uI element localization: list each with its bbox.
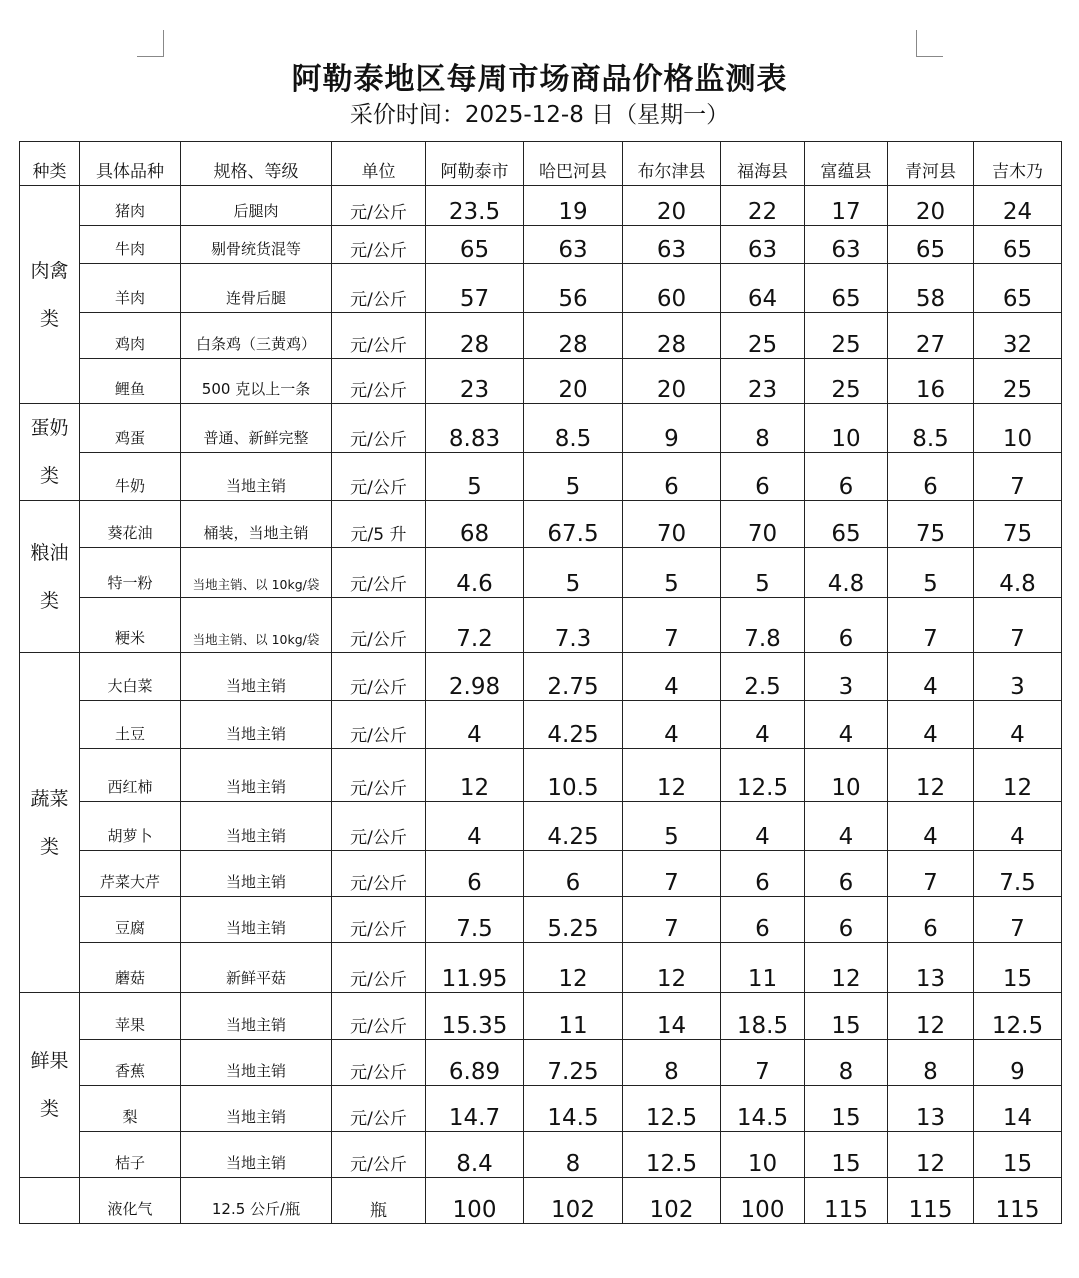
price-cell: 6 bbox=[426, 851, 524, 897]
price-table bbox=[19, 141, 1062, 1224]
price-cell: 12 bbox=[623, 749, 721, 802]
price-cell: 63 bbox=[805, 226, 888, 264]
item-spec: 当地主销 bbox=[181, 1132, 332, 1178]
price-cell: 100 bbox=[426, 1178, 524, 1224]
price-cell: 7 bbox=[721, 1040, 805, 1086]
item-spec: 当地主销 bbox=[181, 993, 332, 1040]
price-cell: 5.25 bbox=[524, 897, 623, 943]
table-row bbox=[20, 1086, 1062, 1132]
item-unit: 元/公斤 bbox=[332, 264, 426, 313]
item-name: 葵花油 bbox=[80, 501, 181, 548]
price-cell: 5 bbox=[623, 802, 721, 851]
item-unit: 元/公斤 bbox=[332, 851, 426, 897]
price-cell: 14.7 bbox=[426, 1086, 524, 1132]
price-cell: 14 bbox=[623, 993, 721, 1040]
price-cell: 65 bbox=[805, 264, 888, 313]
price-cell: 10 bbox=[974, 404, 1062, 453]
category-cell: 鲜果 类 bbox=[20, 993, 80, 1178]
price-cell: 12 bbox=[524, 943, 623, 993]
price-cell: 8.83 bbox=[426, 404, 524, 453]
price-cell: 6 bbox=[805, 897, 888, 943]
price-cell: 12.5 bbox=[623, 1132, 721, 1178]
table-row bbox=[20, 1132, 1062, 1178]
item-name: 梨 bbox=[80, 1086, 181, 1132]
price-cell: 65 bbox=[974, 264, 1062, 313]
price-cell: 102 bbox=[524, 1178, 623, 1224]
item-spec: 当地主销、以 10kg/袋 bbox=[181, 548, 332, 598]
item-spec: 当地主销 bbox=[181, 749, 332, 802]
item-name: 西红柿 bbox=[80, 749, 181, 802]
item-spec: 连骨后腿 bbox=[181, 264, 332, 313]
price-cell: 6 bbox=[805, 851, 888, 897]
item-spec: 桶装，当地主销 bbox=[181, 501, 332, 548]
price-cell: 70 bbox=[623, 501, 721, 548]
price-cell: 4 bbox=[623, 653, 721, 701]
price-cell: 4 bbox=[888, 701, 974, 749]
item-spec: 白条鸡（三黄鸡） bbox=[181, 313, 332, 359]
page-corner-mark-right bbox=[916, 30, 943, 57]
table-row bbox=[20, 802, 1062, 851]
table-row bbox=[20, 598, 1062, 653]
price-cell: 7 bbox=[974, 897, 1062, 943]
item-unit: 元/公斤 bbox=[332, 802, 426, 851]
price-cell: 75 bbox=[974, 501, 1062, 548]
item-spec: 500 克以上一条 bbox=[181, 359, 332, 404]
price-cell: 12.5 bbox=[721, 749, 805, 802]
price-cell: 32 bbox=[974, 313, 1062, 359]
price-cell: 63 bbox=[721, 226, 805, 264]
price-cell: 60 bbox=[623, 264, 721, 313]
item-name: 鸡肉 bbox=[80, 313, 181, 359]
price-cell: 6 bbox=[623, 453, 721, 501]
price-cell: 20 bbox=[524, 359, 623, 404]
item-spec: 新鲜平菇 bbox=[181, 943, 332, 993]
price-cell: 6.89 bbox=[426, 1040, 524, 1086]
item-spec: 当地主销 bbox=[181, 701, 332, 749]
price-cell: 12.5 bbox=[623, 1086, 721, 1132]
price-cell: 25 bbox=[805, 313, 888, 359]
table-row bbox=[20, 851, 1062, 897]
price-cell: 12.5 bbox=[974, 993, 1062, 1040]
table-row bbox=[20, 501, 1062, 548]
price-cell: 5 bbox=[426, 453, 524, 501]
price-cell: 5 bbox=[888, 548, 974, 598]
document-title: 阿勒泰地区每周市场商品价格监测表 bbox=[291, 62, 788, 97]
column-header: 布尔津县 bbox=[623, 142, 721, 186]
item-spec: 当地主销 bbox=[181, 453, 332, 501]
price-cell: 15.35 bbox=[426, 993, 524, 1040]
price-cell: 65 bbox=[974, 226, 1062, 264]
item-unit: 元/公斤 bbox=[332, 548, 426, 598]
price-cell: 57 bbox=[426, 264, 524, 313]
column-header: 单位 bbox=[332, 142, 426, 186]
price-cell: 58 bbox=[888, 264, 974, 313]
price-cell: 65 bbox=[888, 226, 974, 264]
price-cell: 4.25 bbox=[524, 701, 623, 749]
table-row bbox=[20, 359, 1062, 404]
price-cell: 13 bbox=[888, 1086, 974, 1132]
item-name: 豆腐 bbox=[80, 897, 181, 943]
price-cell: 25 bbox=[721, 313, 805, 359]
price-cell: 7.8 bbox=[721, 598, 805, 653]
item-spec: 当地主销、以 10kg/袋 bbox=[181, 598, 332, 653]
item-name: 粳米 bbox=[80, 598, 181, 653]
table-row bbox=[20, 653, 1062, 701]
price-cell: 7.5 bbox=[974, 851, 1062, 897]
price-cell: 10 bbox=[805, 749, 888, 802]
price-cell: 28 bbox=[623, 313, 721, 359]
price-cell: 20 bbox=[623, 359, 721, 404]
category-cell: 蔬菜 类 bbox=[20, 653, 80, 993]
price-cell: 7.2 bbox=[426, 598, 524, 653]
item-unit: 元/公斤 bbox=[332, 1086, 426, 1132]
table-row bbox=[20, 404, 1062, 453]
price-cell: 27 bbox=[888, 313, 974, 359]
table-row bbox=[20, 897, 1062, 943]
price-cell: 25 bbox=[805, 359, 888, 404]
item-unit: 元/公斤 bbox=[332, 897, 426, 943]
item-unit: 瓶 bbox=[332, 1178, 426, 1224]
price-cell: 4 bbox=[974, 701, 1062, 749]
price-cell: 23.5 bbox=[426, 186, 524, 226]
table-row bbox=[20, 186, 1062, 226]
category-cell: 蛋奶 类 bbox=[20, 404, 80, 501]
price-cell: 64 bbox=[721, 264, 805, 313]
price-cell: 8 bbox=[524, 1132, 623, 1178]
price-cell: 20 bbox=[888, 186, 974, 226]
column-header: 规格、等级 bbox=[181, 142, 332, 186]
price-cell: 15 bbox=[805, 1132, 888, 1178]
item-spec: 当地主销 bbox=[181, 897, 332, 943]
table-row bbox=[20, 226, 1062, 264]
price-cell: 11.95 bbox=[426, 943, 524, 993]
item-spec: 当地主销 bbox=[181, 1040, 332, 1086]
price-cell: 68 bbox=[426, 501, 524, 548]
price-cell: 7 bbox=[974, 453, 1062, 501]
column-header: 青河县 bbox=[888, 142, 974, 186]
table-row bbox=[20, 749, 1062, 802]
price-cell: 67.5 bbox=[524, 501, 623, 548]
price-cell: 7.25 bbox=[524, 1040, 623, 1086]
price-cell: 6 bbox=[888, 897, 974, 943]
item-name: 鲤鱼 bbox=[80, 359, 181, 404]
item-spec: 当地主销 bbox=[181, 851, 332, 897]
item-spec: 当地主销 bbox=[181, 1086, 332, 1132]
price-cell: 4 bbox=[888, 653, 974, 701]
price-cell: 6 bbox=[721, 453, 805, 501]
price-cell: 10 bbox=[805, 404, 888, 453]
price-cell: 7 bbox=[888, 851, 974, 897]
price-cell: 4 bbox=[623, 701, 721, 749]
price-cell: 102 bbox=[623, 1178, 721, 1224]
price-cell: 28 bbox=[426, 313, 524, 359]
price-cell: 65 bbox=[426, 226, 524, 264]
price-cell: 16 bbox=[888, 359, 974, 404]
price-cell: 100 bbox=[721, 1178, 805, 1224]
price-cell: 15 bbox=[805, 1086, 888, 1132]
column-header: 阿勒泰市 bbox=[426, 142, 524, 186]
price-cell: 8.4 bbox=[426, 1132, 524, 1178]
table-row bbox=[20, 1178, 1062, 1224]
item-unit: 元/公斤 bbox=[332, 404, 426, 453]
price-cell: 10 bbox=[721, 1132, 805, 1178]
price-cell: 70 bbox=[721, 501, 805, 548]
price-cell: 12 bbox=[805, 943, 888, 993]
price-cell: 2.98 bbox=[426, 653, 524, 701]
price-cell: 15 bbox=[805, 993, 888, 1040]
price-cell: 8.5 bbox=[524, 404, 623, 453]
price-cell: 6 bbox=[721, 851, 805, 897]
item-unit: 元/公斤 bbox=[332, 653, 426, 701]
price-cell: 12 bbox=[426, 749, 524, 802]
price-cell: 23 bbox=[721, 359, 805, 404]
page-corner-mark-left bbox=[137, 30, 164, 57]
price-cell: 7 bbox=[888, 598, 974, 653]
column-header: 福海县 bbox=[721, 142, 805, 186]
price-cell: 5 bbox=[721, 548, 805, 598]
price-cell: 7.5 bbox=[426, 897, 524, 943]
price-cell: 12 bbox=[974, 749, 1062, 802]
price-cell: 13 bbox=[888, 943, 974, 993]
item-name: 蘑菇 bbox=[80, 943, 181, 993]
price-cell: 7.3 bbox=[524, 598, 623, 653]
price-cell: 63 bbox=[623, 226, 721, 264]
price-cell: 17 bbox=[805, 186, 888, 226]
item-name: 土豆 bbox=[80, 701, 181, 749]
column-header: 富蕴县 bbox=[805, 142, 888, 186]
category-cell: 粮油 类 bbox=[20, 501, 80, 653]
table-row bbox=[20, 701, 1062, 749]
item-spec: 普通、新鲜完整 bbox=[181, 404, 332, 453]
price-cell: 8 bbox=[623, 1040, 721, 1086]
item-name: 羊肉 bbox=[80, 264, 181, 313]
header-row bbox=[20, 142, 1062, 186]
price-cell: 4 bbox=[805, 701, 888, 749]
item-name: 芹菜大芹 bbox=[80, 851, 181, 897]
price-cell: 18.5 bbox=[721, 993, 805, 1040]
price-cell: 6 bbox=[888, 453, 974, 501]
item-unit: 元/公斤 bbox=[332, 993, 426, 1040]
price-cell: 115 bbox=[888, 1178, 974, 1224]
item-name: 猪肉 bbox=[80, 186, 181, 226]
price-cell: 6 bbox=[805, 453, 888, 501]
item-unit: 元/5 升 bbox=[332, 501, 426, 548]
price-cell: 12 bbox=[888, 1132, 974, 1178]
column-header: 哈巴河县 bbox=[524, 142, 623, 186]
table-row bbox=[20, 313, 1062, 359]
item-unit: 元/公斤 bbox=[332, 313, 426, 359]
item-name: 牛肉 bbox=[80, 226, 181, 264]
item-name: 液化气 bbox=[80, 1178, 181, 1224]
price-cell: 4 bbox=[805, 802, 888, 851]
item-unit: 元/公斤 bbox=[332, 226, 426, 264]
price-cell: 24 bbox=[974, 186, 1062, 226]
price-cell: 11 bbox=[524, 993, 623, 1040]
document-subtitle: 采价时间：2025-12-8 日（星期一） bbox=[349, 102, 730, 128]
price-cell: 15 bbox=[974, 1132, 1062, 1178]
price-cell: 11 bbox=[721, 943, 805, 993]
price-cell: 4 bbox=[888, 802, 974, 851]
price-cell: 6 bbox=[721, 897, 805, 943]
price-cell: 7 bbox=[974, 598, 1062, 653]
price-cell: 4 bbox=[721, 701, 805, 749]
price-cell: 115 bbox=[974, 1178, 1062, 1224]
price-cell: 9 bbox=[974, 1040, 1062, 1086]
price-cell: 14.5 bbox=[524, 1086, 623, 1132]
item-unit: 元/公斤 bbox=[332, 359, 426, 404]
price-cell: 8 bbox=[721, 404, 805, 453]
table-row bbox=[20, 943, 1062, 993]
price-cell: 2.5 bbox=[721, 653, 805, 701]
item-spec: 剔骨统货混等 bbox=[181, 226, 332, 264]
price-cell: 25 bbox=[974, 359, 1062, 404]
item-unit: 元/公斤 bbox=[332, 1040, 426, 1086]
price-cell: 4.8 bbox=[805, 548, 888, 598]
table-row bbox=[20, 453, 1062, 501]
item-unit: 元/公斤 bbox=[332, 1132, 426, 1178]
price-cell: 5 bbox=[524, 453, 623, 501]
item-unit: 元/公斤 bbox=[332, 701, 426, 749]
price-cell: 65 bbox=[805, 501, 888, 548]
price-cell: 10.5 bbox=[524, 749, 623, 802]
price-cell: 20 bbox=[623, 186, 721, 226]
price-cell: 3 bbox=[805, 653, 888, 701]
item-unit: 元/公斤 bbox=[332, 453, 426, 501]
price-cell: 28 bbox=[524, 313, 623, 359]
price-cell: 75 bbox=[888, 501, 974, 548]
price-cell: 9 bbox=[623, 404, 721, 453]
table-row bbox=[20, 1040, 1062, 1086]
price-cell: 4 bbox=[426, 802, 524, 851]
item-name: 胡萝卜 bbox=[80, 802, 181, 851]
table-row bbox=[20, 993, 1062, 1040]
price-cell: 4 bbox=[721, 802, 805, 851]
item-name: 桔子 bbox=[80, 1132, 181, 1178]
item-name: 特一粉 bbox=[80, 548, 181, 598]
column-header: 吉木乃 bbox=[974, 142, 1062, 186]
price-cell: 63 bbox=[524, 226, 623, 264]
price-cell: 2.75 bbox=[524, 653, 623, 701]
item-name: 鸡蛋 bbox=[80, 404, 181, 453]
item-name: 牛奶 bbox=[80, 453, 181, 501]
price-cell: 8 bbox=[805, 1040, 888, 1086]
price-cell: 7 bbox=[623, 897, 721, 943]
item-name: 大白菜 bbox=[80, 653, 181, 701]
category-cell bbox=[20, 1178, 80, 1224]
column-header: 具体品种 bbox=[80, 142, 181, 186]
price-cell: 8 bbox=[888, 1040, 974, 1086]
price-cell: 19 bbox=[524, 186, 623, 226]
price-cell: 15 bbox=[974, 943, 1062, 993]
item-spec: 当地主销 bbox=[181, 653, 332, 701]
item-name: 香蕉 bbox=[80, 1040, 181, 1086]
price-cell: 22 bbox=[721, 186, 805, 226]
item-name: 苹果 bbox=[80, 993, 181, 1040]
item-spec: 当地主销 bbox=[181, 802, 332, 851]
price-cell: 14.5 bbox=[721, 1086, 805, 1132]
price-cell: 12 bbox=[623, 943, 721, 993]
price-cell: 5 bbox=[524, 548, 623, 598]
price-cell: 6 bbox=[805, 598, 888, 653]
price-cell: 115 bbox=[805, 1178, 888, 1224]
price-cell: 5 bbox=[623, 548, 721, 598]
item-unit: 元/公斤 bbox=[332, 749, 426, 802]
price-cell: 7 bbox=[623, 851, 721, 897]
price-cell: 56 bbox=[524, 264, 623, 313]
item-unit: 元/公斤 bbox=[332, 943, 426, 993]
price-cell: 3 bbox=[974, 653, 1062, 701]
item-unit: 元/公斤 bbox=[332, 186, 426, 226]
category-cell: 肉禽 类 bbox=[20, 186, 80, 404]
item-spec: 12.5 公斤/瓶 bbox=[181, 1178, 332, 1224]
price-cell: 12 bbox=[888, 749, 974, 802]
price-cell: 23 bbox=[426, 359, 524, 404]
item-spec: 后腿肉 bbox=[181, 186, 332, 226]
price-cell: 4 bbox=[974, 802, 1062, 851]
price-cell: 14 bbox=[974, 1086, 1062, 1132]
column-header: 种类 bbox=[20, 142, 80, 186]
item-unit: 元/公斤 bbox=[332, 598, 426, 653]
price-cell: 4 bbox=[426, 701, 524, 749]
price-cell: 12 bbox=[888, 993, 974, 1040]
price-cell: 4.6 bbox=[426, 548, 524, 598]
price-cell: 4.8 bbox=[974, 548, 1062, 598]
price-cell: 4.25 bbox=[524, 802, 623, 851]
table-row bbox=[20, 548, 1062, 598]
price-cell: 8.5 bbox=[888, 404, 974, 453]
table-row bbox=[20, 264, 1062, 313]
price-cell: 7 bbox=[623, 598, 721, 653]
price-cell: 6 bbox=[524, 851, 623, 897]
